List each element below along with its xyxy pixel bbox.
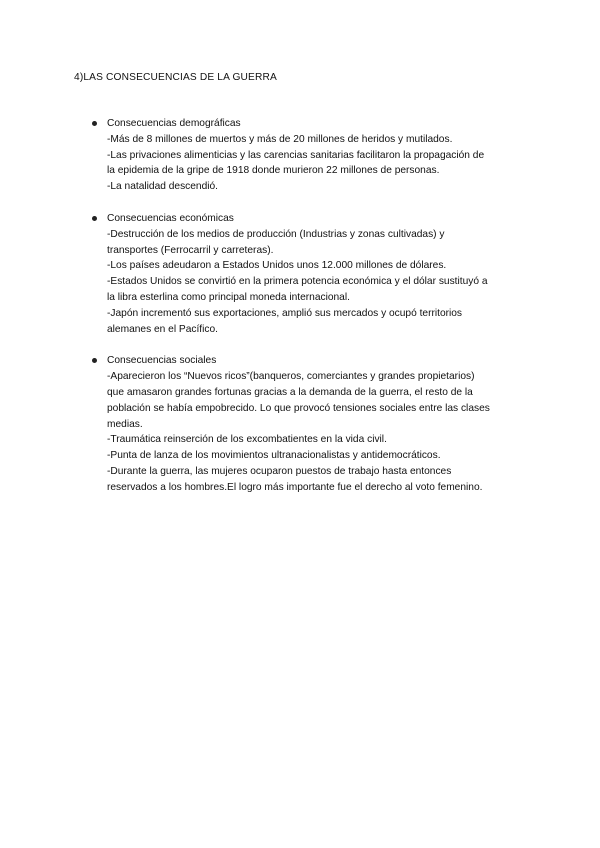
section-heading: Consecuencias demográficas [107, 118, 241, 129]
text-line: -Punta de lanza de los movimientos ultranacionalistas y antidemocráticos. [107, 450, 441, 462]
text-line: -Traumática reinserción de los excombatientes en la vida civil. [107, 434, 387, 446]
text-line: -Más de 8 millones de muertos y más de 20 millones de heridos y mutilados. [107, 133, 453, 145]
text-line: la epidemia de la gripe de 1918 donde murieron 22 millones de personas. [107, 165, 440, 177]
section-heading: Consecuencias económicas [107, 212, 234, 224]
text-line: -La natalidad descendió. [107, 181, 219, 193]
section-economic [92, 211, 532, 337]
section-heading: Consecuencias sociales [107, 355, 217, 367]
bullet-icon [92, 216, 97, 221]
section-lines [107, 132, 532, 195]
section-lines [107, 369, 532, 495]
bullet-icon [92, 358, 97, 363]
text-line: -Los países adeudaron a Estados Unidos unos 12.000 millones de dólares. [107, 260, 447, 272]
text-line: alemanes en el Pacífico. [107, 323, 218, 335]
text-line: -Aparecieron los “Nuevos ricos”(banqueros, comerciantes y grandes propietarios) [107, 371, 475, 383]
text-line: -Destrucción de los medios de producción (Industrias y zonas cultivadas) y [107, 228, 445, 240]
text-line: -Estados Unidos se convirtió en la primera potencia económica y el dólar sustituyó a [107, 276, 488, 288]
section-social [92, 353, 532, 495]
text-line: que amasaron grandes fortunas gracias a la demanda de la guerra, el resto de la [107, 386, 473, 398]
text-line: reservados a los hombres.El logro más importante fue el derecho al voto femenino. [107, 481, 483, 493]
section-lines [107, 227, 532, 338]
text-line: transportes (Ferrocarril y carreteras). [107, 244, 274, 256]
text-line: -Japón incrementó sus exportaciones, amplió sus mercados y ocupó territorios [107, 307, 463, 319]
text-line: población se había empobrecido. Lo que provocó tensiones sociales entre las clases [107, 402, 490, 414]
document-title: 4)LAS CONSECUENCIAS DE LA GUERRA [74, 72, 277, 83]
text-line: la libra esterlina como principal moneda internacional. [107, 291, 350, 303]
bullet-icon [92, 121, 97, 126]
text-line: -Las privaciones alimenticias y las carencias sanitarias facilitaron la propagación de [107, 149, 485, 161]
section-demographic [92, 116, 532, 195]
text-line: medias. [107, 418, 143, 430]
consequences-list [92, 116, 532, 512]
text-line: -Durante la guerra, las mujeres ocuparon puestos de trabajo hasta entonces [107, 465, 452, 477]
